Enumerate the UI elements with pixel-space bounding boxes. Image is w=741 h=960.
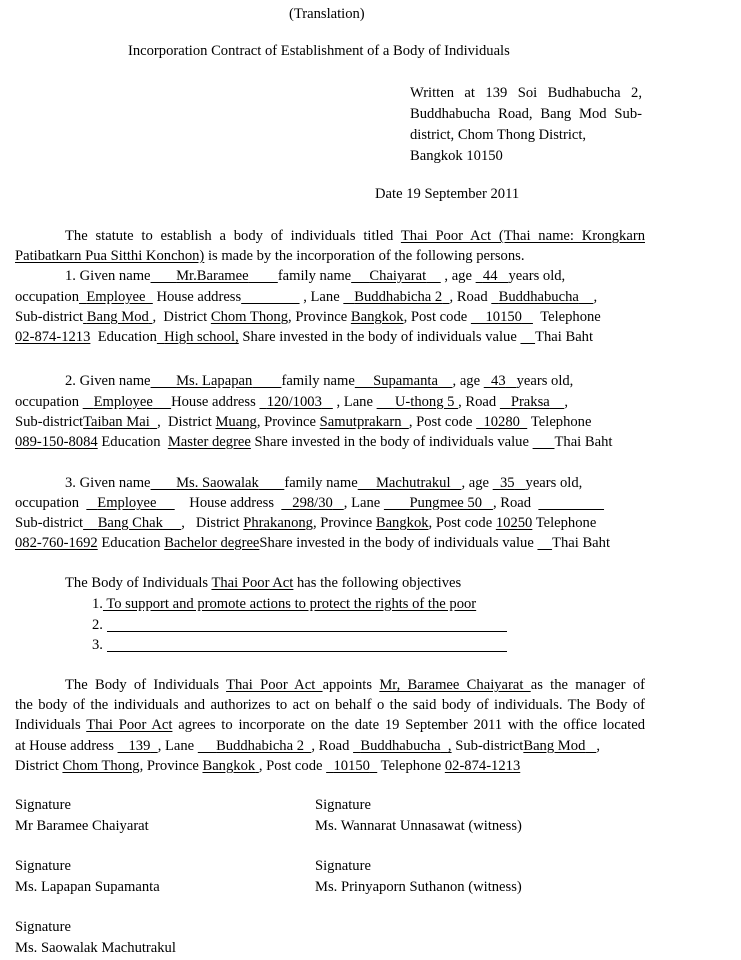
signatory-name: Ms. Saowalak Machutrakul (15, 940, 176, 956)
person-line: 089-150-8084 Education Master degree Share invested in the body of individuals value Thai Baht (15, 434, 613, 450)
family-name: Machutrakul (375, 475, 451, 491)
given-name: Mr.Baramee (176, 268, 249, 284)
address-line: Written at 139 Soi Budhabucha 2, (410, 85, 642, 101)
telephone: 02-874-1213 (15, 329, 91, 345)
lane: Buddhabicha 2 (354, 289, 443, 305)
district: Phrakanong (243, 515, 313, 531)
post-code: 10280 (483, 414, 520, 430)
person-line: 3. Given name Ms. Saowalak family name Machutrakul , age 35 years old, (65, 475, 583, 491)
objectives-intro: The Body of Individuals Thai Poor Act has the following objectives (65, 575, 462, 591)
appoint-line: the body of the individuals and authorizes to act on behalf o the said body of individuals. The Body of (15, 697, 645, 713)
post-code: 10150 (333, 758, 370, 774)
road: Buddhabucha (498, 289, 579, 305)
telephone: 02-874-1213 (444, 758, 521, 774)
org-name: Patibatkarn Pua Sitthi Konchon) (15, 248, 205, 264)
person-line: Sub-district Bang Mod , District Chom Thong, Province Bangkok, Post code 10150 Telephone (15, 309, 601, 325)
province: Bangkok (350, 309, 404, 325)
lane: U-thong 5 (394, 394, 455, 410)
objective-item-1: 1. To support and promote actions to protect the rights of the poor (92, 596, 477, 612)
address-line: Bangkok 10150 (410, 148, 503, 164)
witness-name: Ms. Wannarat Unnasawat (witness) (315, 818, 522, 834)
address-line: Buddhabucha Road, Bang Mod Sub- (410, 106, 642, 122)
signature-label: Signature (15, 797, 71, 813)
given-name: Ms. Saowalak (176, 475, 259, 491)
age: 44 (482, 268, 498, 284)
org-name: Thai Poor Act (86, 717, 173, 733)
objective-item-3-num: 3. (92, 637, 103, 653)
occupation: Employee (97, 495, 157, 511)
lane: Buddhabicha 2 (216, 738, 305, 754)
education: Master degree (167, 434, 251, 450)
house-address: 298/30 (292, 495, 333, 511)
intro-line-1 (15, 226, 645, 246)
signature-label: Signature (315, 797, 371, 813)
org-name: Thai Poor Act (211, 575, 294, 591)
address-line: district, Chom Thong District, (410, 127, 587, 143)
person-line: occupation Employee House address 298/30 , Lane Pungmee 50 , Road (15, 495, 532, 511)
intro-text: The statute to establish a body of individuals titled (65, 228, 401, 244)
signature-label: Signature (15, 919, 71, 935)
objective-text: To support and promote actions to protect the rights of the poor (102, 596, 477, 612)
org-name: Thai Poor Act (226, 677, 323, 693)
person-line: Sub-district Bang Chak , District Phrakanong, Province Bangkok, Post code 10250 Telephone (15, 515, 597, 531)
post-code: 10250 (495, 515, 533, 531)
signatory-name: Mr Baramee Chaiyarat (15, 818, 149, 834)
person-line: 2. Given name Ms. Lapapan family name Supamanta , age 43 years old, (65, 373, 574, 389)
person-line: 082-760-1692 Education Bachelor degreeShare invested in the body of individuals value Thai Baht (15, 535, 611, 551)
age: 43 (491, 373, 506, 389)
sub-district: Bang Mod (86, 309, 149, 325)
person-line: 02-874-1213 Education High school, Share invested in the body of individuals value Thai Baht (15, 329, 594, 345)
document-date: Date 19 September 2011 (375, 186, 520, 202)
district: Chom Thong (210, 309, 289, 325)
person-line: occupation Employee House address 120/1003 , Lane U-thong 5 , Road Praksa , (15, 394, 568, 410)
road: Buddhabucha (360, 738, 441, 754)
district: Chom Thong (62, 758, 140, 774)
blank-line (107, 631, 507, 632)
signature-label: Signature (315, 858, 371, 874)
telephone: 089-150-8084 (15, 434, 98, 450)
road: Praksa (510, 394, 550, 410)
person-line: occupation Employee House address , Lane Buddhabicha 2 , Road Buddhabucha , (15, 289, 598, 305)
province: Bangkok (202, 758, 256, 774)
appoint-line: Individuals Thai Poor Act agrees to incorporate on the date 19 September 2011 with the office located (15, 717, 645, 733)
appoint-line: The Body of Individuals Thai Poor Act appoints Mr, Baramee Chaiyarat as the manager of (65, 677, 645, 693)
house-address: 120/1003 (266, 394, 322, 410)
occupation: Employee (93, 394, 153, 410)
province: Samutprakarn (319, 414, 402, 430)
blank-line (107, 651, 507, 652)
family-name: Supamanta (373, 373, 438, 389)
org-name: Thai Poor Act (Thai name: Krongkarn (400, 228, 645, 244)
manager-name: Mr, Baramee Chaiyarat (379, 677, 531, 693)
document-title: Incorporation Contract of Establishment of a Body of Individuals (128, 43, 510, 59)
translation-label: (Translation) (289, 6, 365, 22)
sub-district: Taiban Mai (83, 414, 150, 430)
province: Bangkok (375, 515, 429, 531)
appoint-line: at House address 139 , Lane Buddhabicha 2 , Road Buddhabucha , Sub-districtBang Mod , (15, 738, 600, 754)
signature-label: Signature (15, 858, 71, 874)
person-line: 1. Given name Mr.Baramee family name Chaiyarat , age 44 years old, (65, 268, 566, 284)
signatory-name: Ms. Lapapan Supamanta (15, 879, 160, 895)
person-line: Sub-districtTaiban Mai , District Muang, Province Samutprakarn , Post code 10280 Telephone (15, 414, 592, 430)
lane: Pungmee 50 (409, 495, 482, 511)
district: Muang (215, 414, 257, 430)
objective-item-2-num: 2. (92, 617, 103, 633)
telephone: 082-760-1692 (15, 535, 98, 551)
given-name: Ms. Lapapan (176, 373, 253, 389)
post-code: 10150 (485, 309, 522, 325)
house-address: 139 (128, 738, 151, 754)
sub-district: Bang Chak (97, 515, 163, 531)
family-name: Chaiyarat (369, 268, 427, 284)
age: 35 (499, 475, 515, 491)
education: High school, (164, 329, 239, 345)
appoint-line: District Chom Thong, Province Bangkok , Post code 10150 Telephone 02-874-1213 (15, 758, 521, 774)
occupation: Employee (86, 289, 146, 305)
education: Bachelor degree (164, 535, 260, 551)
witness-name: Ms. Prinyaporn Suthanon (witness) (315, 879, 522, 895)
intro-text: is made by the incorporation of the following persons. (204, 248, 525, 264)
sub-district: Bang Mod (523, 738, 586, 754)
intro-line-2 (15, 246, 645, 266)
